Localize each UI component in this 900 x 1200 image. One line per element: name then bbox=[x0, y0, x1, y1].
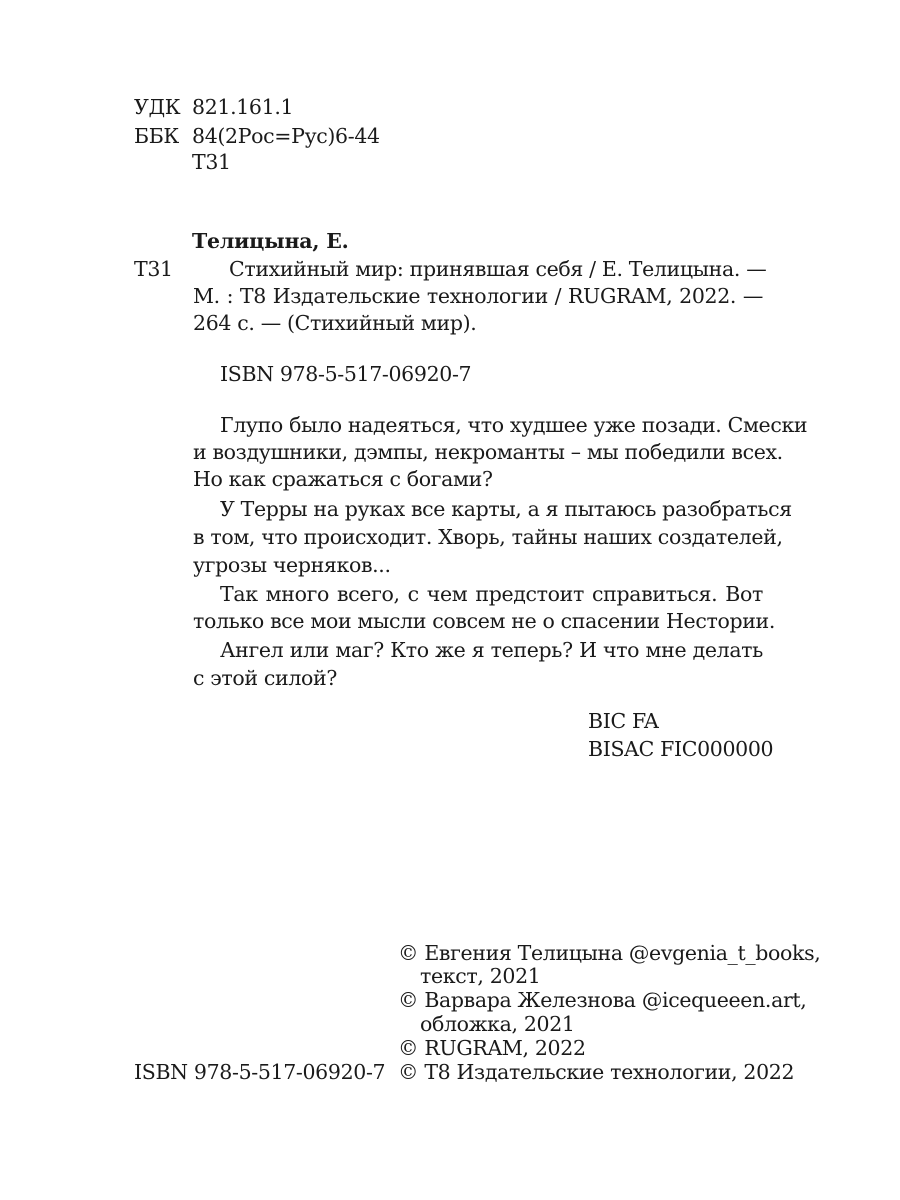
record-isbn: ISBN 978-5-517-06920-7 bbox=[220, 362, 472, 386]
udk-label: УДК bbox=[134, 95, 181, 119]
bisac-code: BISAC FIC000000 bbox=[588, 737, 774, 761]
copyright-author-detail: текст, 2021 bbox=[420, 964, 541, 988]
annotation-p2-line3: угрозы черняков... bbox=[193, 553, 391, 577]
description-line-2: М. : Т8 Издательские технологии / RUGRAM, 2022. — bbox=[193, 284, 763, 308]
bic-code: BIC FA bbox=[588, 709, 659, 733]
annotation-p3-line2: только все мои мысли совсем не о спасении Нестории. bbox=[193, 609, 776, 633]
annotation-p2-line2: в том, что происходит. Хворь, тайны наших создателей, bbox=[193, 525, 783, 549]
copyright-t8: © Т8 Издательские технологии, 2022 bbox=[398, 1060, 795, 1084]
footer-isbn: ISBN 978-5-517-06920-7 bbox=[134, 1060, 386, 1084]
copyright-rugram: © RUGRAM, 2022 bbox=[398, 1036, 586, 1060]
annotation-p3-line1: Так много всего, с чем предстоит справиться. Вот bbox=[220, 582, 763, 606]
author-mark: Т31 bbox=[134, 257, 173, 281]
description-line-3: 264 с. — (Стихийный мир). bbox=[193, 311, 477, 335]
author-mark-code: Т31 bbox=[192, 150, 231, 174]
annotation-p4-line1: Ангел или маг? Кто же я теперь? И что мне делать bbox=[220, 638, 763, 662]
copyright-illustrator: © Варвара Железнова @icequeeen.art, bbox=[398, 988, 807, 1012]
bbk-value: 84(2Рос=Рус)6-44 bbox=[192, 124, 380, 148]
annotation-p1-line1: Глупо было надеяться, что худшее уже позади. Смески bbox=[220, 413, 808, 437]
copyright-illustrator-detail: обложка, 2021 bbox=[420, 1012, 575, 1036]
annotation-p4-line2: с этой силой? bbox=[193, 666, 337, 690]
description-line-1: Стихийный мир: принявшая себя / Е. Телицына. — bbox=[229, 257, 767, 281]
annotation-p1-line3: Но как сражаться с богами? bbox=[193, 467, 493, 491]
udk-value: 821.161.1 bbox=[192, 95, 294, 119]
author-heading: Телицына, Е. bbox=[192, 229, 349, 253]
annotation-p2-line1: У Терры на руках все карты, а я пытаюсь разобраться bbox=[220, 497, 792, 521]
copyright-author: © Евгения Телицына @evgenia_t_books, bbox=[398, 941, 821, 965]
bbk-label: ББК bbox=[134, 124, 179, 148]
annotation-p1-line2: и воздушники, дэмпы, некроманты – мы победили всех. bbox=[193, 440, 783, 464]
